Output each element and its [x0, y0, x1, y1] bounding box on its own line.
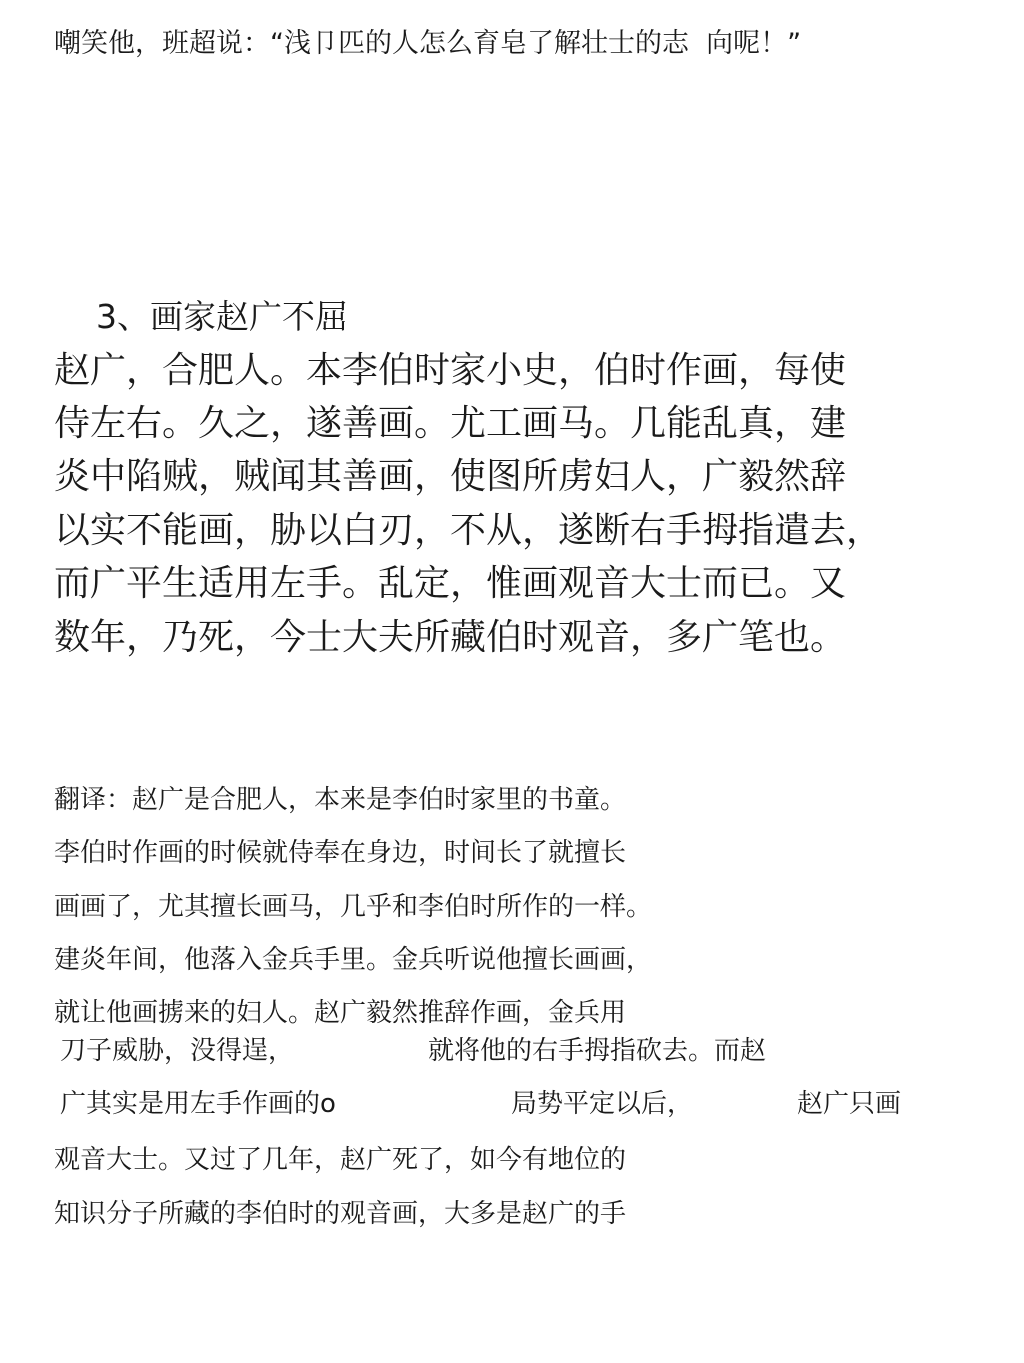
original-text-line: 侍左右。久之，遂善画。尤工画马。几能乱真，建 — [54, 403, 847, 444]
translation-segment: 刀子威胁，没得逞， — [60, 1036, 295, 1066]
translation-line: 翻译：赵广是合肥人，本来是李伯时家里的书童。 — [54, 785, 627, 815]
translation-segment: 赵广只画 — [797, 1089, 902, 1119]
original-text-line: 而广平生适用左手。乱定，惟画观音大士而已。又 — [54, 563, 847, 604]
previous-passage-line: 嘲笑他，班超说：“浅卩匹的人怎么育皂了解壮士的志 向呢！” — [54, 28, 802, 59]
translation-segment: 局势平定以后， — [511, 1089, 694, 1119]
translation-segment: 广其实是用左手作画的o — [60, 1089, 336, 1119]
translation-line: 建炎年间，他落入金兵手里。金兵听说他擅长画画， — [54, 945, 653, 975]
original-text-line: 炎中陷贼，贼闻其善画，使图所虏妇人，广毅然辞 — [54, 456, 847, 497]
translation-segment: 就将他的右手拇指砍去。而赵 — [428, 1036, 767, 1066]
original-text-line: 数年，乃死，今士大夫所藏伯时观音，多广笔也。 — [54, 617, 847, 658]
section-title: 3、画家赵广不屈 — [96, 297, 348, 336]
translation-line: 李伯时作画的时候就侍奉在身边，时间长了就擅长 — [54, 838, 627, 868]
translation-line: 观音大士。又过了几年，赵广死了，如今有地位的 — [54, 1145, 627, 1175]
translation-line: 画画了，尤其擅长画马，几乎和李伯时所作的一样。 — [54, 892, 653, 922]
original-text-line: 以实不能画，胁以白刃，不从，遂断右手拇指遣去， — [54, 510, 883, 551]
translation-line: 知识分子所藏的李伯时的观音画，大多是赵广的手 — [54, 1199, 627, 1229]
original-text-line: 赵广，合肥人。本李伯时家小史，伯时作画，每使 — [54, 350, 847, 391]
translation-line: 就让他画掳来的妇人。赵广毅然推辞作画，金兵用 — [54, 998, 627, 1028]
